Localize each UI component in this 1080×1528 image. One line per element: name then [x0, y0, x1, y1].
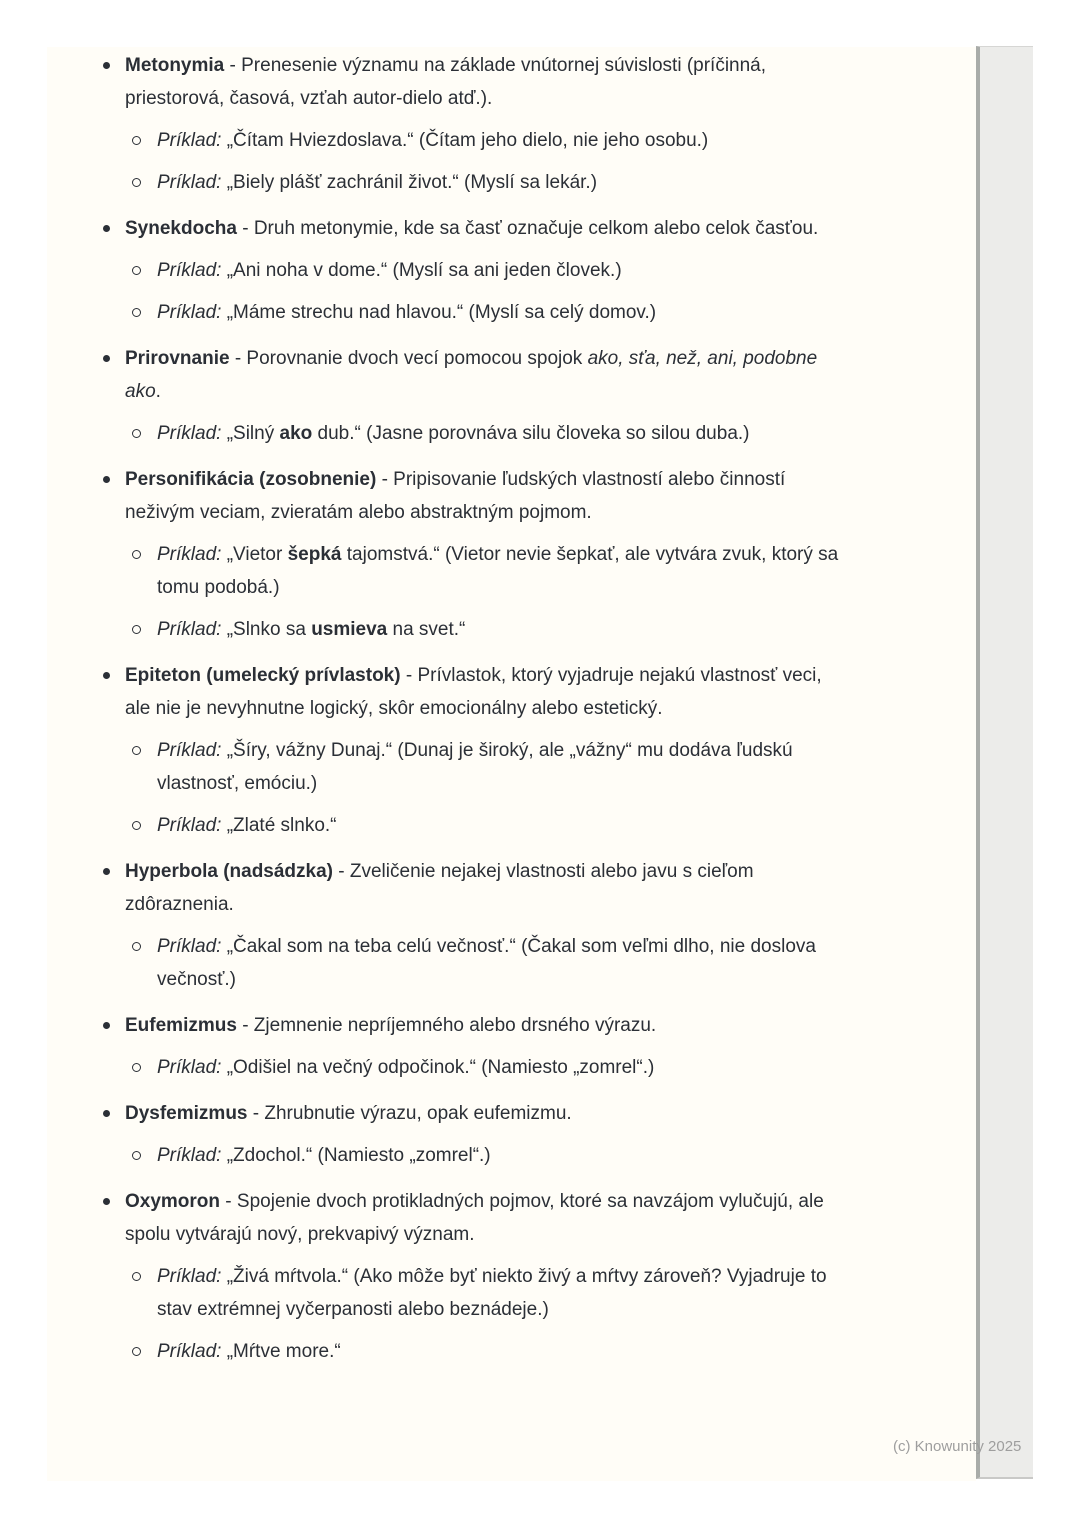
text-segment: „Biely plášť zachránil život.“ (Myslí sa lekár.)	[221, 172, 598, 193]
term-definition	[125, 463, 841, 529]
text-segment: Personifikácia (zosobnenie)	[125, 469, 377, 490]
example-item	[157, 809, 841, 842]
text-segment: Príklad:	[157, 172, 222, 193]
text-segment: „Mŕtve more.“	[221, 1341, 341, 1362]
example-list	[125, 1139, 841, 1172]
example-text	[157, 1051, 841, 1084]
term-definition	[125, 1009, 841, 1042]
term-definition	[125, 342, 841, 408]
text-segment: Eufemizmus	[125, 1015, 237, 1036]
term-definition	[125, 659, 841, 725]
text-segment: - Zhrubnutie výrazu, opak eufemizmu.	[247, 1103, 572, 1124]
circle-bullet-icon	[132, 1063, 141, 1072]
circle-bullet-icon	[132, 308, 141, 317]
text-segment: dub.“ (Jasne porovnáva silu človeka so silou duba.)	[312, 423, 750, 444]
bullet-icon	[103, 476, 110, 483]
text-segment: Prirovnanie	[125, 348, 230, 369]
circle-bullet-icon	[132, 550, 141, 559]
example-text	[157, 296, 841, 329]
list-item	[125, 1185, 841, 1368]
list-item	[125, 855, 841, 996]
text-segment: - Druh metonymie, kde sa časť označuje celkom alebo celok časťou.	[236, 218, 819, 239]
example-text	[157, 124, 841, 157]
circle-bullet-icon	[132, 1151, 141, 1160]
term-definition	[125, 49, 841, 115]
term-definition	[125, 855, 841, 921]
text-segment: ako, sťa, než, ani, podobne ako	[125, 348, 818, 402]
example-item	[157, 1139, 841, 1172]
example-list	[125, 930, 841, 996]
bullet-icon	[103, 1198, 110, 1205]
text-segment: Príklad:	[157, 423, 222, 444]
circle-bullet-icon	[132, 1272, 141, 1281]
term-definition	[125, 1097, 841, 1130]
example-item	[157, 1051, 841, 1084]
next-page-edge	[976, 46, 1033, 1479]
circle-bullet-icon	[132, 1347, 141, 1356]
example-item	[157, 734, 841, 800]
circle-bullet-icon	[132, 746, 141, 755]
bullet-icon	[103, 355, 110, 362]
list-item	[125, 342, 841, 450]
list-item	[125, 659, 841, 842]
bullet-icon	[103, 1110, 110, 1117]
example-item	[157, 166, 841, 199]
text-segment: - Pripisovanie ľudských vlastností alebo činností neživým veciam, zvieratám alebo abstraktným pojmom.	[125, 469, 786, 523]
example-text	[157, 538, 841, 604]
text-segment: „Silný	[221, 423, 280, 444]
list-item	[125, 1097, 841, 1172]
list-item	[125, 212, 841, 329]
example-list	[125, 1051, 841, 1084]
bullet-icon	[103, 225, 110, 232]
text-segment: na svet.“	[387, 619, 466, 640]
bullet-icon	[103, 868, 110, 875]
example-item	[157, 613, 841, 646]
circle-bullet-icon	[132, 942, 141, 951]
example-text	[157, 1260, 841, 1326]
example-text	[157, 254, 841, 287]
example-text	[157, 166, 841, 199]
text-segment: „Šíry, vážny Dunaj.“ (Dunaj je široký, ale „vážny“ mu dodáva ľudskú vlastnosť, emóciu.)	[157, 740, 793, 794]
text-segment: Príklad:	[157, 936, 222, 957]
text-segment: „Slnko sa	[221, 619, 312, 640]
example-item	[157, 1335, 841, 1368]
text-segment: „Čítam Hviezdoslava.“ (Čítam jeho dielo, nie jeho osobu.)	[221, 130, 709, 151]
text-segment: Príklad:	[157, 1145, 222, 1166]
text-segment: Oxymoron	[125, 1191, 221, 1212]
example-list	[125, 1260, 841, 1368]
text-segment: Príklad:	[157, 260, 222, 281]
text-segment: „Čakal som na teba celú večnosť.“ (Čakal som veľmi dlho, nie doslova večnosť.)	[157, 936, 816, 990]
text-segment: „Odišiel na večný odpočinok.“ (Namiesto „zomrel“.)	[221, 1057, 655, 1078]
text-segment: Príklad:	[157, 1266, 222, 1287]
copyright-watermark: (c) Knowunity 2025	[893, 1438, 1022, 1455]
example-list	[125, 538, 841, 646]
example-item	[157, 417, 841, 450]
example-text	[157, 1335, 841, 1368]
example-item	[157, 538, 841, 604]
example-item	[157, 296, 841, 329]
text-segment: - Prívlastok, ktorý vyjadruje nejakú vlastnosť veci, ale nie je nevyhnutne logický, skôr emocionálny alebo estetický.	[125, 665, 822, 719]
list-item	[125, 49, 841, 199]
example-text	[157, 809, 841, 842]
text-segment: Príklad:	[157, 619, 222, 640]
example-text	[157, 1139, 841, 1172]
text-segment: ako	[279, 423, 313, 444]
text-segment: Príklad:	[157, 1341, 222, 1362]
example-list	[125, 417, 841, 450]
text-segment: Príklad:	[157, 544, 222, 565]
content-list	[47, 47, 976, 1368]
text-segment: Príklad:	[157, 1057, 222, 1078]
text-segment: „Ani noha v dome.“ (Myslí sa ani jeden človek.)	[221, 260, 622, 281]
text-segment: „Zlaté slnko.“	[221, 815, 337, 836]
example-item	[157, 1260, 841, 1326]
example-text	[157, 930, 841, 996]
example-list	[125, 734, 841, 842]
text-segment: - Zveličenie nejakej vlastnosti alebo javu s cieľom zdôraznenia.	[125, 861, 754, 915]
list-item	[125, 463, 841, 646]
text-segment: - Prenesenie významu na základe vnútornej súvislosti (príčinná, priestorová, časová, vzťah autor-dielo atď.).	[125, 55, 767, 109]
text-segment: „Máme strechu nad hlavou.“ (Myslí sa celý domov.)	[221, 302, 657, 323]
example-list	[125, 254, 841, 329]
text-segment: „Zdochol.“ (Namiesto „zomrel“.)	[221, 1145, 491, 1166]
text-segment: šepká	[287, 544, 342, 565]
text-segment: Metonymia	[125, 55, 225, 76]
text-segment: - Spojenie dvoch protikladných pojmov, ktoré sa navzájom vylučujú, ale spolu vytvárajú nový, prekvapivý význam.	[125, 1191, 824, 1245]
text-segment: Dysfemizmus	[125, 1103, 248, 1124]
text-segment: Príklad:	[157, 302, 222, 323]
circle-bullet-icon	[132, 178, 141, 187]
bullet-icon	[103, 1022, 110, 1029]
text-segment: Príklad:	[157, 740, 222, 761]
circle-bullet-icon	[132, 266, 141, 275]
text-segment: Príklad:	[157, 130, 222, 151]
text-segment: tajomstvá.“ (Vietor nevie šepkať, ale vytvára zvuk, ktorý sa tomu podobá.)	[157, 544, 839, 598]
example-text	[157, 417, 841, 450]
term-definition	[125, 1185, 841, 1251]
circle-bullet-icon	[132, 821, 141, 830]
example-list	[125, 124, 841, 199]
text-segment: Hyperbola (nadsádzka)	[125, 861, 333, 882]
text-segment: - Zjemnenie nepríjemného alebo drsného výrazu.	[236, 1015, 657, 1036]
text-segment: Synekdocha	[125, 218, 237, 239]
example-item	[157, 124, 841, 157]
text-segment: Epiteton (umelecký prívlastok)	[125, 665, 401, 686]
bullet-icon	[103, 62, 110, 69]
document-page	[47, 47, 976, 1481]
bullet-icon	[103, 672, 110, 679]
circle-bullet-icon	[132, 136, 141, 145]
list-item	[125, 1009, 841, 1084]
text-segment: „Vietor	[221, 544, 288, 565]
text-segment: „Živá mŕtvola.“ (Ako môže byť niekto živý a mŕtvy zároveň? Vyjadruje to stav extrémnej vyčerpanosti alebo beznádeje.)	[157, 1266, 827, 1320]
text-segment: .	[155, 381, 161, 402]
text-segment: Príklad:	[157, 815, 222, 836]
term-definition	[125, 212, 841, 245]
example-text	[157, 734, 841, 800]
example-item	[157, 930, 841, 996]
text-segment: - Porovnanie dvoch vecí pomocou spojok	[229, 348, 588, 369]
circle-bullet-icon	[132, 625, 141, 634]
circle-bullet-icon	[132, 429, 141, 438]
text-segment: usmieva	[311, 619, 388, 640]
example-item	[157, 254, 841, 287]
example-text	[157, 613, 841, 646]
